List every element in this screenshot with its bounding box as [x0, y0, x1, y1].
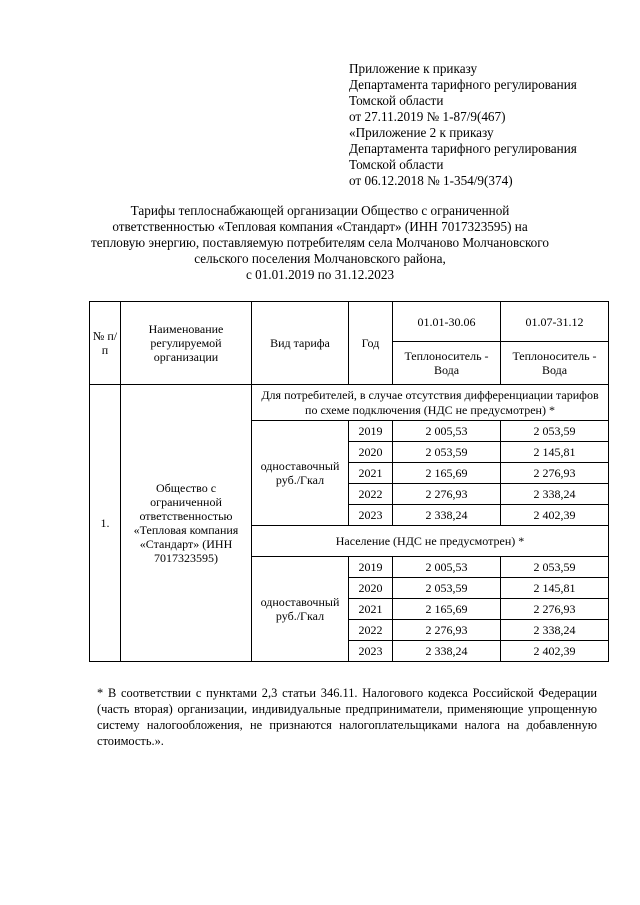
value-cell: 2 053,59 — [393, 442, 501, 463]
footnote: * В соответствии с пунктами 2,3 статьи 346.11. Налогового кодекса Российской Федерации (часть вторая) организации, индивидуальные предприниматели, применяющие упрощенную систему налогообложения, не признаются налогоплательщиками налога на добавленную стоимость.». — [97, 686, 597, 748]
year-cell: 2020 — [349, 578, 393, 599]
appendix-line: от 06.12.2018 № 1-354/9(374) — [349, 173, 513, 188]
value-cell: 2 338,24 — [501, 620, 609, 641]
value-cell: 2 338,24 — [501, 484, 609, 505]
header-carrier-1: Теплоноситель - Вода — [393, 342, 501, 385]
value-cell: 2 338,24 — [393, 641, 501, 662]
value-cell: 2 145,81 — [501, 442, 609, 463]
appendix-line: «Приложение 2 к приказу — [349, 125, 494, 140]
value-cell: 2 053,59 — [501, 421, 609, 442]
appendix-line: Приложение к приказу — [349, 61, 478, 76]
section-row — [90, 385, 609, 421]
header-tariff-type: Вид тарифа — [252, 302, 349, 385]
value-cell: 2 276,93 — [393, 620, 501, 641]
appendix-block — [349, 61, 619, 189]
header-row — [90, 302, 609, 342]
appendix-line: Томской области — [349, 157, 444, 172]
section-title: Население (НДС не предусмотрен) * — [252, 526, 609, 557]
title-line: с 01.01.2019 по 31.12.2023 — [245, 267, 395, 282]
year-cell: 2019 — [349, 557, 393, 578]
value-cell: 2 276,93 — [501, 463, 609, 484]
tariff-type-cell: одноставочный руб./Гкал — [252, 557, 349, 662]
header-org: Наименование регулируемой организации — [121, 302, 252, 385]
year-cell: 2021 — [349, 463, 393, 484]
title-line: Тарифы теплоснабжающей организации Общество с ограниченной — [130, 203, 510, 218]
value-cell: 2 276,93 — [501, 599, 609, 620]
title-line: тепловую энергию, поставляемую потребителям села Молчаново Молчановского — [91, 235, 549, 250]
value-cell: 2 402,39 — [501, 505, 609, 526]
value-cell: 2 165,69 — [393, 463, 501, 484]
section-title: Для потребителей, в случае отсутствия дифференциации тарифов по схеме подключения (НДС не предусмотрен) * — [252, 385, 609, 421]
header-carrier-2: Теплоноситель - Вода — [501, 342, 609, 385]
value-cell: 2 053,59 — [393, 578, 501, 599]
value-cell: 2 338,24 — [393, 505, 501, 526]
appendix-line: Департамента тарифного регулирования — [349, 77, 577, 92]
title-line: сельского поселения Молчановского района, — [194, 251, 446, 266]
value-cell: 2 145,81 — [501, 578, 609, 599]
tariff-table — [89, 301, 609, 662]
row-number: 1. — [90, 385, 121, 662]
value-cell: 2 053,59 — [501, 557, 609, 578]
tariff-type-cell: одноставочный руб./Гкал — [252, 421, 349, 526]
value-cell: 2 165,69 — [393, 599, 501, 620]
value-cell: 2 005,53 — [393, 557, 501, 578]
appendix-line: от 27.11.2019 № 1-87/9(467) — [349, 109, 506, 124]
organization-name: Общество с ограниченной ответственностью «Тепловая компания «Стандарт» (ИНН 7017323595) — [121, 385, 252, 662]
value-cell: 2 402,39 — [501, 641, 609, 662]
year-cell: 2023 — [349, 505, 393, 526]
appendix-line: Департамента тарифного регулирования — [349, 141, 577, 156]
header-year: Год — [349, 302, 393, 385]
header-period-2: 01.07-31.12 — [501, 302, 609, 342]
document-title — [80, 203, 560, 283]
header-period-1: 01.01-30.06 — [393, 302, 501, 342]
year-cell: 2020 — [349, 442, 393, 463]
year-cell: 2021 — [349, 599, 393, 620]
value-cell: 2 276,93 — [393, 484, 501, 505]
header-num: № п/п — [90, 302, 121, 385]
appendix-line: Томской области — [349, 93, 444, 108]
year-cell: 2022 — [349, 484, 393, 505]
year-cell: 2019 — [349, 421, 393, 442]
year-cell: 2022 — [349, 620, 393, 641]
title-line: ответственностью «Тепловая компания «Стандарт» (ИНН 7017323595) на — [112, 219, 528, 234]
year-cell: 2023 — [349, 641, 393, 662]
value-cell: 2 005,53 — [393, 421, 501, 442]
